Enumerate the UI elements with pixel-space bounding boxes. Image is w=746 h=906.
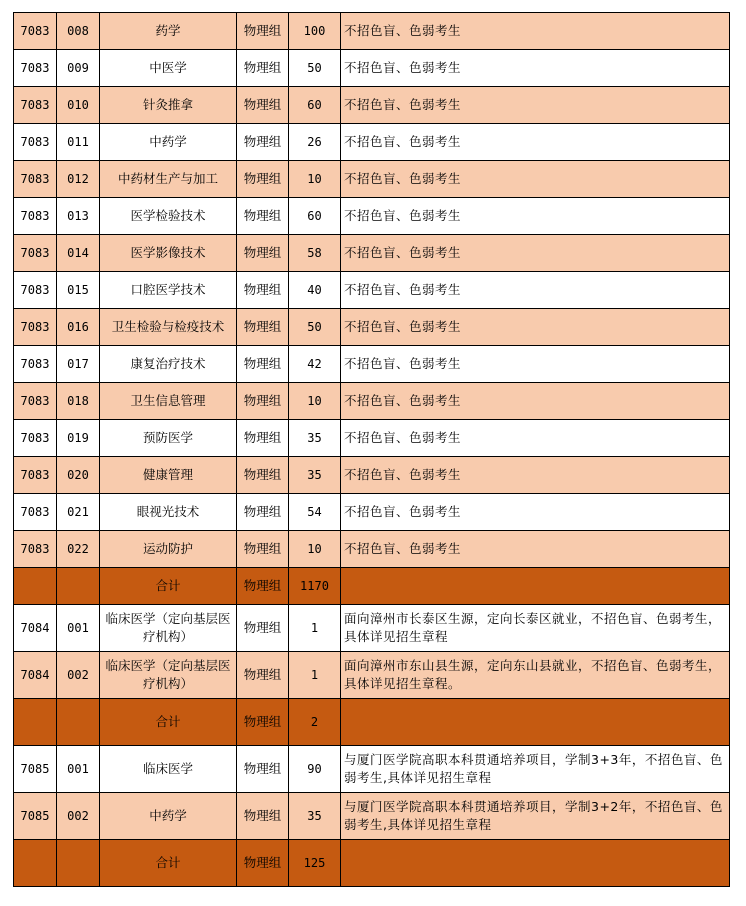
school-code-cell: 7083 bbox=[14, 309, 57, 346]
school-code-cell: 7083 bbox=[14, 457, 57, 494]
plan-count-cell: 35 bbox=[289, 457, 341, 494]
subject-group-cell: 物理组 bbox=[237, 420, 289, 457]
table-row bbox=[14, 124, 730, 161]
plan-count-cell: 60 bbox=[289, 198, 341, 235]
plan-count-cell: 54 bbox=[289, 494, 341, 531]
plan-count-cell: 10 bbox=[289, 383, 341, 420]
remarks-cell: 不招色盲、色弱考生 bbox=[341, 50, 730, 87]
table-row bbox=[14, 746, 730, 793]
plan-count-cell: 26 bbox=[289, 124, 341, 161]
plan-count-cell: 1170 bbox=[289, 568, 341, 605]
remarks-cell: 不招色盲、色弱考生 bbox=[341, 235, 730, 272]
major-name-cell: 临床医学（定向基层医疗机构） bbox=[100, 652, 237, 699]
school-code-cell: 7083 bbox=[14, 346, 57, 383]
remarks-cell: 不招色盲、色弱考生 bbox=[341, 161, 730, 198]
major-name-cell: 眼视光技术 bbox=[100, 494, 237, 531]
major-code-cell: 021 bbox=[57, 494, 100, 531]
major-code-cell: 019 bbox=[57, 420, 100, 457]
remarks-cell: 不招色盲、色弱考生 bbox=[341, 87, 730, 124]
plan-count-cell: 50 bbox=[289, 50, 341, 87]
plan-count-cell: 40 bbox=[289, 272, 341, 309]
total-row bbox=[14, 840, 730, 887]
table-row bbox=[14, 272, 730, 309]
school-code-cell: 7084 bbox=[14, 605, 57, 652]
table-row bbox=[14, 494, 730, 531]
subject-group-cell: 物理组 bbox=[237, 494, 289, 531]
plan-count-cell: 1 bbox=[289, 605, 341, 652]
major-code-cell: 011 bbox=[57, 124, 100, 161]
major-name-cell: 中医学 bbox=[100, 50, 237, 87]
major-code-cell: 002 bbox=[57, 652, 100, 699]
major-name-cell: 卫生检验与检疫技术 bbox=[100, 309, 237, 346]
subject-group-cell: 物理组 bbox=[237, 124, 289, 161]
major-code-cell bbox=[57, 568, 100, 605]
table-body bbox=[14, 13, 730, 887]
plan-count-cell: 2 bbox=[289, 699, 341, 746]
plan-count-cell: 100 bbox=[289, 13, 341, 50]
major-code-cell bbox=[57, 840, 100, 887]
subject-group-cell: 物理组 bbox=[237, 840, 289, 887]
major-code-cell: 016 bbox=[57, 309, 100, 346]
school-code-cell: 7083 bbox=[14, 50, 57, 87]
major-code-cell: 008 bbox=[57, 13, 100, 50]
major-name-cell: 合计 bbox=[100, 699, 237, 746]
major-name-cell: 中药材生产与加工 bbox=[100, 161, 237, 198]
school-code-cell: 7085 bbox=[14, 793, 57, 840]
major-code-cell: 017 bbox=[57, 346, 100, 383]
major-name-cell: 合计 bbox=[100, 568, 237, 605]
plan-count-cell: 50 bbox=[289, 309, 341, 346]
major-code-cell: 014 bbox=[57, 235, 100, 272]
subject-group-cell: 物理组 bbox=[237, 531, 289, 568]
subject-group-cell: 物理组 bbox=[237, 346, 289, 383]
plan-count-cell: 125 bbox=[289, 840, 341, 887]
major-name-cell: 中药学 bbox=[100, 124, 237, 161]
remarks-cell: 面向漳州市东山县生源，定向东山县就业，不招色盲、色弱考生，具体详见招生章程。 bbox=[341, 652, 730, 699]
subject-group-cell: 物理组 bbox=[237, 746, 289, 793]
major-code-cell: 002 bbox=[57, 793, 100, 840]
major-name-cell: 临床医学 bbox=[100, 746, 237, 793]
subject-group-cell: 物理组 bbox=[237, 652, 289, 699]
school-code-cell: 7083 bbox=[14, 531, 57, 568]
school-code-cell bbox=[14, 840, 57, 887]
major-name-cell: 口腔医学技术 bbox=[100, 272, 237, 309]
major-name-cell: 合计 bbox=[100, 840, 237, 887]
table-row bbox=[14, 457, 730, 494]
school-code-cell: 7085 bbox=[14, 746, 57, 793]
school-code-cell: 7083 bbox=[14, 420, 57, 457]
major-code-cell: 012 bbox=[57, 161, 100, 198]
major-code-cell: 020 bbox=[57, 457, 100, 494]
table-row bbox=[14, 420, 730, 457]
remarks-cell: 与厦门医学院高职本科贯通培养项目，学制3+2年，不招色盲、色弱考生,具体详见招生章程 bbox=[341, 793, 730, 840]
remarks-cell: 不招色盲、色弱考生 bbox=[341, 346, 730, 383]
major-code-cell: 013 bbox=[57, 198, 100, 235]
remarks-cell bbox=[341, 840, 730, 887]
remarks-cell bbox=[341, 568, 730, 605]
school-code-cell: 7083 bbox=[14, 161, 57, 198]
plan-count-cell: 42 bbox=[289, 346, 341, 383]
major-name-cell: 卫生信息管理 bbox=[100, 383, 237, 420]
major-name-cell: 药学 bbox=[100, 13, 237, 50]
table-row bbox=[14, 793, 730, 840]
remarks-cell: 不招色盲、色弱考生 bbox=[341, 198, 730, 235]
subject-group-cell: 物理组 bbox=[237, 793, 289, 840]
remarks-cell bbox=[341, 699, 730, 746]
subject-group-cell: 物理组 bbox=[237, 235, 289, 272]
table-row bbox=[14, 605, 730, 652]
remarks-cell: 不招色盲、色弱考生 bbox=[341, 420, 730, 457]
table-row bbox=[14, 531, 730, 568]
table-row bbox=[14, 87, 730, 124]
school-code-cell: 7083 bbox=[14, 235, 57, 272]
remarks-cell: 面向漳州市长泰区生源，定向长泰区就业，不招色盲、色弱考生，具体详见招生章程 bbox=[341, 605, 730, 652]
subject-group-cell: 物理组 bbox=[237, 13, 289, 50]
plan-count-cell: 35 bbox=[289, 420, 341, 457]
total-row bbox=[14, 568, 730, 605]
remarks-cell: 不招色盲、色弱考生 bbox=[341, 494, 730, 531]
subject-group-cell: 物理组 bbox=[237, 699, 289, 746]
major-name-cell: 医学影像技术 bbox=[100, 235, 237, 272]
subject-group-cell: 物理组 bbox=[237, 272, 289, 309]
major-code-cell bbox=[57, 699, 100, 746]
remarks-cell: 不招色盲、色弱考生 bbox=[341, 531, 730, 568]
major-code-cell: 010 bbox=[57, 87, 100, 124]
subject-group-cell: 物理组 bbox=[237, 50, 289, 87]
school-code-cell bbox=[14, 699, 57, 746]
major-code-cell: 022 bbox=[57, 531, 100, 568]
enrollment-plan-table bbox=[13, 12, 730, 887]
school-code-cell: 7083 bbox=[14, 124, 57, 161]
remarks-cell: 不招色盲、色弱考生 bbox=[341, 383, 730, 420]
table-row bbox=[14, 309, 730, 346]
major-name-cell: 康复治疗技术 bbox=[100, 346, 237, 383]
table-row bbox=[14, 50, 730, 87]
subject-group-cell: 物理组 bbox=[237, 161, 289, 198]
major-name-cell: 医学检验技术 bbox=[100, 198, 237, 235]
school-code-cell bbox=[14, 568, 57, 605]
subject-group-cell: 物理组 bbox=[237, 309, 289, 346]
major-name-cell: 健康管理 bbox=[100, 457, 237, 494]
subject-group-cell: 物理组 bbox=[237, 198, 289, 235]
total-row bbox=[14, 699, 730, 746]
remarks-cell: 不招色盲、色弱考生 bbox=[341, 272, 730, 309]
school-code-cell: 7083 bbox=[14, 383, 57, 420]
plan-count-cell: 10 bbox=[289, 161, 341, 198]
major-name-cell: 预防医学 bbox=[100, 420, 237, 457]
table-row bbox=[14, 13, 730, 50]
school-code-cell: 7083 bbox=[14, 272, 57, 309]
plan-count-cell: 10 bbox=[289, 531, 341, 568]
major-code-cell: 018 bbox=[57, 383, 100, 420]
school-code-cell: 7084 bbox=[14, 652, 57, 699]
major-code-cell: 009 bbox=[57, 50, 100, 87]
remarks-cell: 不招色盲、色弱考生 bbox=[341, 13, 730, 50]
major-name-cell: 针灸推拿 bbox=[100, 87, 237, 124]
school-code-cell: 7083 bbox=[14, 198, 57, 235]
plan-count-cell: 90 bbox=[289, 746, 341, 793]
table-row bbox=[14, 235, 730, 272]
subject-group-cell: 物理组 bbox=[237, 383, 289, 420]
remarks-cell: 不招色盲、色弱考生 bbox=[341, 457, 730, 494]
remarks-cell: 与厦门医学院高职本科贯通培养项目，学制3+3年，不招色盲、色弱考生,具体详见招生章程 bbox=[341, 746, 730, 793]
major-code-cell: 001 bbox=[57, 746, 100, 793]
subject-group-cell: 物理组 bbox=[237, 457, 289, 494]
subject-group-cell: 物理组 bbox=[237, 87, 289, 124]
table-row bbox=[14, 652, 730, 699]
school-code-cell: 7083 bbox=[14, 87, 57, 124]
major-name-cell: 临床医学（定向基层医疗机构） bbox=[100, 605, 237, 652]
major-name-cell: 运动防护 bbox=[100, 531, 237, 568]
plan-count-cell: 35 bbox=[289, 793, 341, 840]
major-code-cell: 001 bbox=[57, 605, 100, 652]
plan-count-cell: 60 bbox=[289, 87, 341, 124]
school-code-cell: 7083 bbox=[14, 494, 57, 531]
table-row bbox=[14, 198, 730, 235]
remarks-cell: 不招色盲、色弱考生 bbox=[341, 309, 730, 346]
major-name-cell: 中药学 bbox=[100, 793, 237, 840]
subject-group-cell: 物理组 bbox=[237, 605, 289, 652]
plan-count-cell: 58 bbox=[289, 235, 341, 272]
school-code-cell: 7083 bbox=[14, 13, 57, 50]
remarks-cell: 不招色盲、色弱考生 bbox=[341, 124, 730, 161]
table-row bbox=[14, 346, 730, 383]
major-code-cell: 015 bbox=[57, 272, 100, 309]
subject-group-cell: 物理组 bbox=[237, 568, 289, 605]
plan-count-cell: 1 bbox=[289, 652, 341, 699]
table-row bbox=[14, 383, 730, 420]
table-row bbox=[14, 161, 730, 198]
